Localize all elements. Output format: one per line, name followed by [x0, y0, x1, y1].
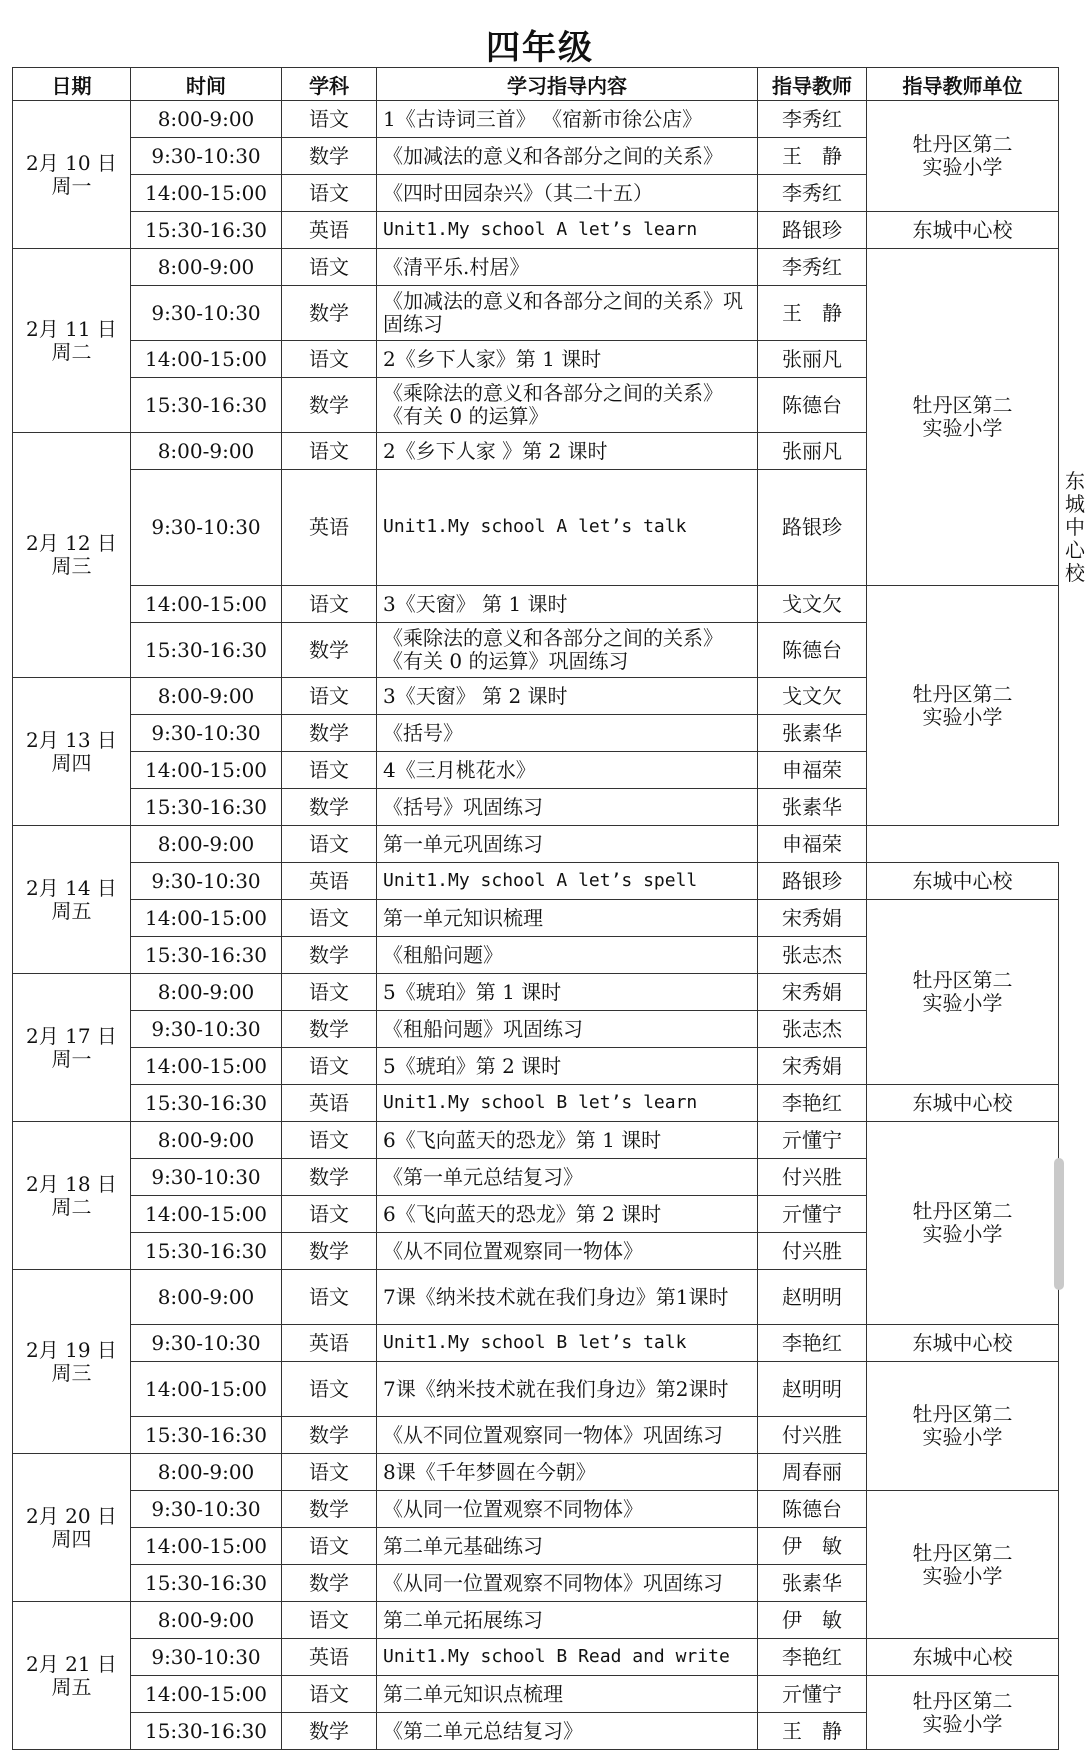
subject-cell: 语文	[282, 1270, 377, 1325]
teacher-cell: 赵明明	[758, 1270, 867, 1325]
table-row	[13, 249, 1059, 286]
teacher-cell: 付兴胜	[758, 1417, 867, 1454]
subject-cell: 语文	[282, 1048, 377, 1085]
time-cell: 8:00-9:00	[131, 1454, 282, 1491]
unit-cell: 东城中心校	[867, 212, 1059, 249]
content-cell: 《括号》巩固练习	[377, 789, 758, 826]
weekday-label: 周二	[51, 1194, 92, 1219]
teacher-cell: 亓懂宁	[758, 1196, 867, 1233]
time-cell: 14:00-15:00	[131, 900, 282, 937]
weekday-label: 周四	[51, 1526, 92, 1551]
table-row	[13, 1676, 1059, 1713]
table-row: 9:30-10:30 英语 Unit1.My school A let’s talk 路银珍 东城中心校	[13, 470, 1059, 586]
subject-cell: 语文	[282, 752, 377, 789]
time-cell: 9:30-10:30	[131, 715, 282, 752]
time-cell: 15:30-16:30	[131, 789, 282, 826]
content-cell: 7课《纳米技术就在我们身边》第2课时	[377, 1362, 758, 1417]
teacher-cell: 亓懂宁	[758, 1676, 867, 1713]
subject-cell: 数学	[282, 1565, 377, 1602]
teacher-cell: 张丽凡	[758, 433, 867, 470]
unit-cell: 东城中心校	[867, 1639, 1059, 1676]
subject-cell: 语文	[282, 1602, 377, 1639]
content-cell: 第一单元巩固练习	[377, 826, 758, 863]
teacher-cell: 王 静	[758, 138, 867, 175]
table-row	[13, 586, 1059, 623]
content-cell: 2《乡下人家 》第 2 课时	[377, 433, 758, 470]
time-cell: 9:30-10:30	[131, 1639, 282, 1676]
weekday-label: 周一	[51, 1046, 92, 1071]
subject-cell: 数学	[282, 937, 377, 974]
unit-cell: 牡丹区第二 实验小学	[867, 586, 1059, 826]
time-cell: 9:30-10:30	[131, 1491, 282, 1528]
unit-cell: 牡丹区第二 实验小学	[867, 900, 1059, 1085]
subject-cell: 数学	[282, 789, 377, 826]
content-cell: Unit1.My school A let’s spell	[377, 863, 758, 900]
time-cell: 15:30-16:30	[131, 1233, 282, 1270]
teacher-cell: 伊 敏	[758, 1528, 867, 1565]
unit-cell: 牡丹区第二 实验小学	[867, 1362, 1059, 1491]
time-cell: 14:00-15:00	[131, 1528, 282, 1565]
time-cell: 9:30-10:30	[131, 1011, 282, 1048]
table-row	[13, 1639, 1059, 1676]
teacher-cell: 王 静	[758, 286, 867, 341]
weekday-label: 周五	[51, 898, 92, 923]
content-cell: 《从同一位置观察不同物体》巩固练习	[377, 1565, 758, 1602]
weekday-label: 周二	[51, 339, 92, 364]
content-cell: 《加减法的意义和各部分之间的关系》	[377, 138, 758, 175]
content-cell: 《加减法的意义和各部分之间的关系》巩固练习	[377, 286, 758, 341]
date-label: 2月 13 日	[26, 727, 117, 752]
subject-cell: 语文	[282, 974, 377, 1011]
time-cell: 9:30-10:30	[131, 863, 282, 900]
subject-cell: 语文	[282, 1362, 377, 1417]
time-cell: 8:00-9:00	[131, 101, 282, 138]
date-label: 2月 17 日	[26, 1023, 117, 1048]
time-cell: 8:00-9:00	[131, 1602, 282, 1639]
time-cell: 9:30-10:30	[131, 1325, 282, 1362]
date-label: 2月 11 日	[26, 316, 117, 341]
schedule-table	[12, 67, 1085, 1750]
date-cell	[13, 1454, 131, 1602]
subject-cell: 语文	[282, 175, 377, 212]
subject-cell: 语文	[282, 1528, 377, 1565]
teacher-cell: 路银珍	[758, 470, 867, 586]
header-time: 时间	[131, 68, 282, 101]
content-cell: 《括号》	[377, 715, 758, 752]
teacher-cell: 伊 敏	[758, 1602, 867, 1639]
time-cell: 8:00-9:00	[131, 1122, 282, 1159]
teacher-cell: 张志杰	[758, 1011, 867, 1048]
date-cell	[13, 1122, 131, 1270]
time-cell: 8:00-9:00	[131, 433, 282, 470]
content-cell: Unit1.My school B let’s talk	[377, 1325, 758, 1362]
table-row	[13, 900, 1059, 937]
content-cell: 2《乡下人家》第 1 课时	[377, 341, 758, 378]
date-cell	[13, 249, 131, 433]
subject-cell: 语文	[282, 826, 377, 863]
content-cell: 3《天窗》 第 2 课时	[377, 678, 758, 715]
table-row	[13, 1325, 1059, 1362]
teacher-cell: 付兴胜	[758, 1159, 867, 1196]
teacher-cell: 路银珍	[758, 212, 867, 249]
date-cell	[13, 1270, 131, 1454]
subject-cell: 英语	[282, 1639, 377, 1676]
subject-cell: 语文	[282, 586, 377, 623]
content-cell: 第二单元拓展练习	[377, 1602, 758, 1639]
content-cell: 《清平乐.村居》	[377, 249, 758, 286]
date-label: 2月 10 日	[26, 150, 117, 175]
content-cell: Unit1.My school B Read and write	[377, 1639, 758, 1676]
time-cell: 14:00-15:00	[131, 341, 282, 378]
time-cell: 9:30-10:30	[131, 470, 282, 586]
subject-cell: 英语	[282, 1085, 377, 1122]
teacher-cell: 王 静	[758, 1713, 867, 1750]
subject-cell: 数学	[282, 378, 377, 433]
teacher-cell: 赵明明	[758, 1362, 867, 1417]
table-row	[13, 863, 1059, 900]
header-content: 学习指导内容	[377, 68, 758, 101]
content-cell: 《从不同位置观察同一物体》巩固练习	[377, 1417, 758, 1454]
time-cell: 15:30-16:30	[131, 1417, 282, 1454]
teacher-cell: 戈文欠	[758, 586, 867, 623]
time-cell: 8:00-9:00	[131, 974, 282, 1011]
subject-cell: 语文	[282, 1676, 377, 1713]
teacher-cell: 陈德台	[758, 1491, 867, 1528]
time-cell: 14:00-15:00	[131, 586, 282, 623]
header-date: 日期	[13, 68, 131, 101]
schedule-body	[13, 101, 1085, 1750]
teacher-cell: 李艳红	[758, 1325, 867, 1362]
time-cell: 14:00-15:00	[131, 1676, 282, 1713]
teacher-cell: 付兴胜	[758, 1233, 867, 1270]
teacher-cell: 李秀红	[758, 249, 867, 286]
date-label: 2月 14 日	[26, 875, 117, 900]
teacher-cell: 宋秀娟	[758, 974, 867, 1011]
unit-cell: 牡丹区第二 实验小学	[867, 1122, 1059, 1325]
header-subject: 学科	[282, 68, 377, 101]
table-row	[13, 1122, 1059, 1159]
teacher-cell: 李秀红	[758, 101, 867, 138]
content-cell: 5《琥珀》第 2 课时	[377, 1048, 758, 1085]
time-cell: 15:30-16:30	[131, 1565, 282, 1602]
content-cell: 《第一单元总结复习》	[377, 1159, 758, 1196]
subject-cell: 数学	[282, 1491, 377, 1528]
time-cell: 14:00-15:00	[131, 752, 282, 789]
subject-cell: 数学	[282, 138, 377, 175]
content-cell: Unit1.My school A let’s learn	[377, 212, 758, 249]
date-label: 2月 20 日	[26, 1503, 117, 1528]
time-cell: 14:00-15:00	[131, 175, 282, 212]
time-cell: 9:30-10:30	[131, 138, 282, 175]
teacher-cell: 张素华	[758, 715, 867, 752]
content-cell: 5《琥珀》第 1 课时	[377, 974, 758, 1011]
date-cell	[13, 1602, 131, 1750]
time-cell: 15:30-16:30	[131, 1085, 282, 1122]
content-cell: 《租船问题》	[377, 937, 758, 974]
table-row	[13, 1362, 1059, 1417]
date-cell	[13, 826, 131, 974]
time-cell: 8:00-9:00	[131, 678, 282, 715]
teacher-cell: 戈文欠	[758, 678, 867, 715]
content-cell: 《四时田园杂兴》（其二十五）	[377, 175, 758, 212]
weekday-label: 周四	[51, 750, 92, 775]
subject-cell: 数学	[282, 1011, 377, 1048]
table-row	[13, 826, 1059, 863]
subject-cell: 数学	[282, 286, 377, 341]
subject-cell: 语文	[282, 249, 377, 286]
unit-cell: 东城中心校	[867, 1085, 1059, 1122]
content-cell: 6《飞向蓝天的恐龙》第 1 课时	[377, 1122, 758, 1159]
teacher-cell: 陈德台	[758, 378, 867, 433]
subject-cell: 语文	[282, 433, 377, 470]
date-cell	[13, 433, 131, 678]
subject-cell: 语文	[282, 101, 377, 138]
content-cell: 《从同一位置观察不同物体》	[377, 1491, 758, 1528]
time-cell: 15:30-16:30	[131, 1713, 282, 1750]
subject-cell: 英语	[282, 1325, 377, 1362]
subject-cell: 英语	[282, 863, 377, 900]
unit-cell: 牡丹区第二 实验小学	[867, 249, 1059, 586]
teacher-cell: 张志杰	[758, 937, 867, 974]
teacher-cell: 宋秀娟	[758, 1048, 867, 1085]
subject-cell: 英语	[282, 212, 377, 249]
scrollbar-thumb[interactable]	[1054, 1158, 1064, 1290]
time-cell: 14:00-15:00	[131, 1048, 282, 1085]
content-cell: 《从不同位置观察同一物体》	[377, 1233, 758, 1270]
time-cell: 15:30-16:30	[131, 937, 282, 974]
teacher-cell: 路银珍	[758, 863, 867, 900]
time-cell: 8:00-9:00	[131, 826, 282, 863]
subject-cell: 数学	[282, 623, 377, 678]
subject-cell: 语文	[282, 1454, 377, 1491]
time-cell: 8:00-9:00	[131, 249, 282, 286]
unit-cell: 东城中心校	[867, 863, 1059, 900]
weekday-label: 周一	[51, 173, 92, 198]
weekday-label: 周三	[51, 554, 92, 578]
date-label: 2月 18 日	[26, 1171, 117, 1196]
teacher-cell: 周春丽	[758, 1454, 867, 1491]
date-cell	[13, 678, 131, 826]
header-unit: 指导教师单位	[867, 68, 1059, 101]
time-cell: 14:00-15:00	[131, 1362, 282, 1417]
unit-cell: 东城中心校	[867, 1325, 1059, 1362]
teacher-cell: 李秀红	[758, 175, 867, 212]
unit-cell: 牡丹区第二 实验小学	[867, 101, 1059, 212]
date-label: 2月 19 日	[26, 1337, 117, 1362]
date-cell	[13, 101, 131, 249]
content-cell: 《乘除法的意义和各部分之间的关系》《有关 0 的运算》	[377, 378, 758, 433]
table-row	[13, 1085, 1059, 1122]
subject-cell: 数学	[282, 1159, 377, 1196]
page-title: 四年级	[486, 28, 594, 68]
time-cell: 9:30-10:30	[131, 286, 282, 341]
teacher-cell: 宋秀娟	[758, 900, 867, 937]
subject-cell: 语文	[282, 900, 377, 937]
content-cell: 7课《纳米技术就在我们身边》第1课时	[377, 1270, 758, 1325]
subject-cell: 语文	[282, 1196, 377, 1233]
content-cell: 《租船问题》巩固练习	[377, 1011, 758, 1048]
teacher-cell: 陈德台	[758, 623, 867, 678]
content-cell: 第一单元知识梳理	[377, 900, 758, 937]
time-cell: 15:30-16:30	[131, 623, 282, 678]
subject-cell: 英语	[282, 470, 377, 586]
time-cell: 9:30-10:30	[131, 1159, 282, 1196]
time-cell: 8:00-9:00	[131, 1270, 282, 1325]
table-row	[13, 1491, 1059, 1528]
subject-cell: 语文	[282, 678, 377, 715]
header-row	[13, 68, 1059, 101]
content-cell: 第二单元知识点梳理	[377, 1676, 758, 1713]
teacher-cell: 李艳红	[758, 1085, 867, 1122]
unit-cell: 牡丹区第二 实验小学	[867, 1491, 1059, 1639]
content-cell: 8课《千年梦圆在今朝》	[377, 1454, 758, 1491]
teacher-cell: 张素华	[758, 789, 867, 826]
weekday-label: 周五	[51, 1674, 92, 1699]
content-cell: 《乘除法的意义和各部分之间的关系》《有关 0 的运算》巩固练习	[377, 623, 758, 678]
subject-cell: 语文	[282, 1122, 377, 1159]
time-cell: 15:30-16:30	[131, 378, 282, 433]
content-cell: Unit1.My school A let’s talk	[377, 470, 758, 586]
header-teacher: 指导教师	[758, 68, 867, 101]
teacher-cell: 申福荣	[758, 826, 867, 863]
subject-cell: 数学	[282, 1233, 377, 1270]
teacher-cell: 李艳红	[758, 1639, 867, 1676]
date-label: 2月 21 日	[26, 1651, 117, 1676]
content-cell: 6《飞向蓝天的恐龙》第 2 课时	[377, 1196, 758, 1233]
time-cell: 15:30-16:30	[131, 212, 282, 249]
teacher-cell: 张素华	[758, 1565, 867, 1602]
content-cell: 1《古诗词三首》 《宿新市徐公店》	[377, 101, 758, 138]
subject-cell: 数学	[282, 715, 377, 752]
subject-cell: 数学	[282, 1713, 377, 1750]
subject-cell: 数学	[282, 1417, 377, 1454]
content-cell: 3《天窗》 第 1 课时	[377, 586, 758, 623]
weekday-label: 周三	[51, 1360, 92, 1385]
table-header	[13, 68, 1059, 101]
content-cell: 第二单元基础练习	[377, 1528, 758, 1565]
teacher-cell: 申福荣	[758, 752, 867, 789]
teacher-cell: 亓懂宁	[758, 1122, 867, 1159]
subject-cell: 语文	[282, 341, 377, 378]
teacher-cell: 张丽凡	[758, 341, 867, 378]
content-cell: 4《三月桃花水》	[377, 752, 758, 789]
table-row	[13, 212, 1059, 249]
unit-cell: 牡丹区第二 实验小学	[867, 1676, 1059, 1750]
content-cell: Unit1.My school B let’s learn	[377, 1085, 758, 1122]
time-cell: 14:00-15:00	[131, 1196, 282, 1233]
table-row	[13, 101, 1059, 138]
date-cell	[13, 974, 131, 1122]
date-label: 2月 12 日	[26, 531, 117, 555]
content-cell: 《第二单元总结复习》	[377, 1713, 758, 1750]
